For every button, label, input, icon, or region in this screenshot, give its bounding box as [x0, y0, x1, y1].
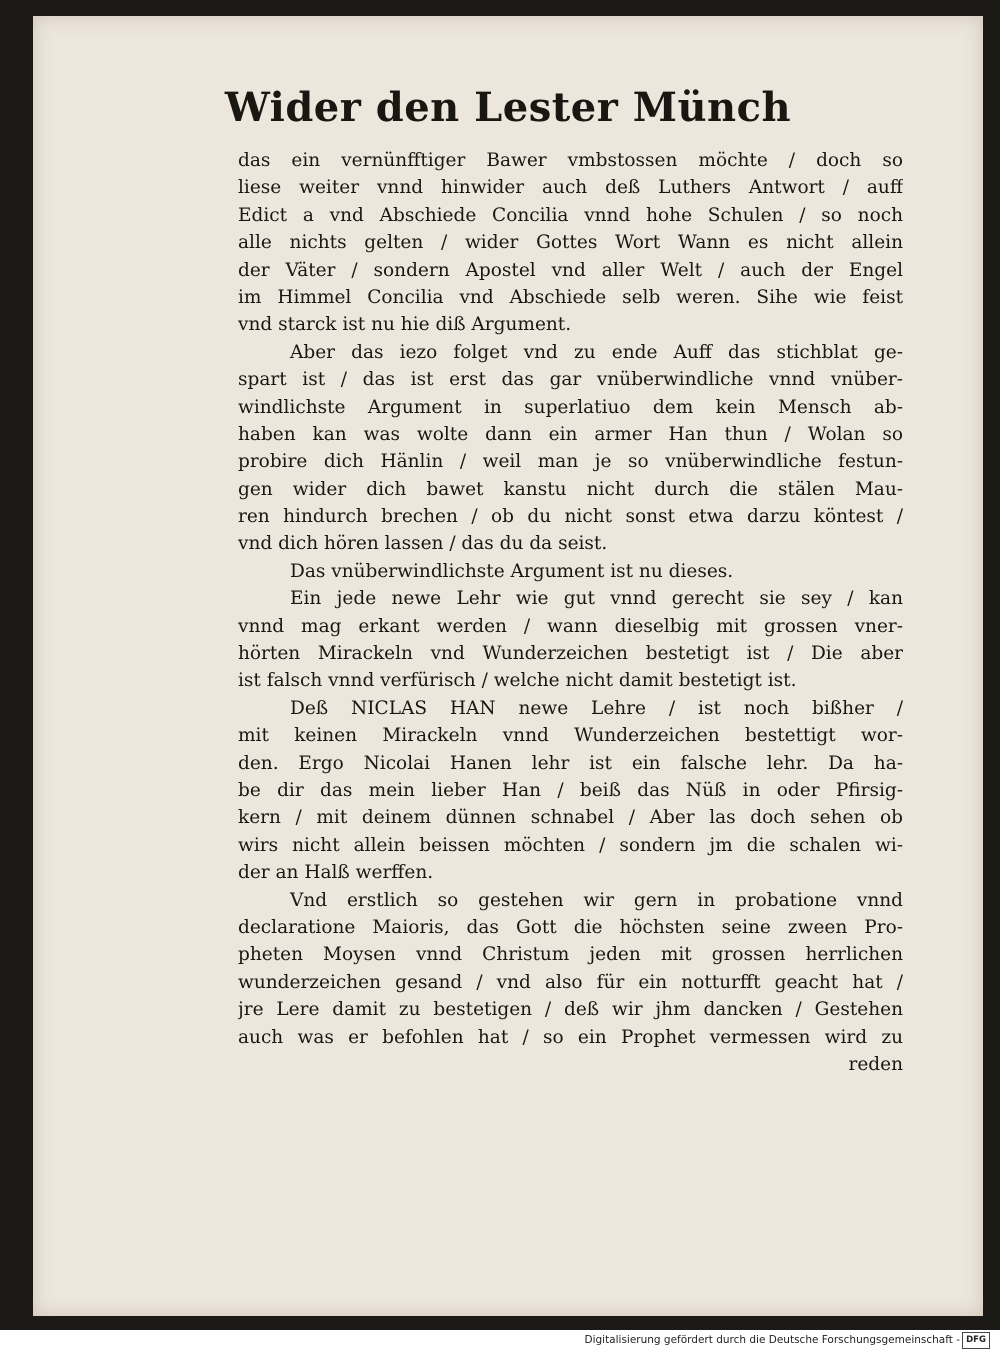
text-line: jre Lere damit zu bestetigen / deß wir jhm dancken / Gestehen: [238, 999, 903, 1021]
text-line: declaratione Maioris, das Gott die höchsten seine zween Pro-: [238, 916, 903, 938]
text-line: spart ist / das ist erst das gar vnüberwindliche vnnd vnüber-: [238, 369, 903, 391]
text-line: Vnd erstlich so gestehen wir gern in probatione vnnd: [290, 889, 903, 911]
text-line: kern / mit deinem dünnen schnabel / Aber las doch sehen ob: [238, 807, 903, 829]
body-text: [238, 147, 903, 1078]
footer-credit: Digitalisierung gefördert durch die Deutsche Forschungsgemeinschaft -: [584, 1334, 960, 1346]
text-line: vnd starck ist nu hie diß Argument.: [238, 314, 572, 336]
text-line: gen wider dich bawet kanstu nicht durch die stälen Mau-: [238, 478, 903, 500]
text-line: vnd dich hören lassen / das du da seist.: [238, 533, 608, 555]
text-line: probire dich Hänlin / weil man je so vnüberwindliche festun-: [238, 451, 903, 473]
text-line: auch was er befohlen hat / so ein Prophet vermessen wird zu: [238, 1026, 903, 1048]
text-line: ren hindurch brechen / ob du nicht sonst etwa darzu köntest /: [238, 506, 903, 528]
text-line: be dir das mein lieber Han / beiß das Nüß in oder Pfirsig-: [238, 779, 903, 801]
text-line: vnnd mag erkant werden / wann dieselbig mit grossen vner-: [238, 615, 903, 637]
text-line: pheten Moysen vnnd Christum jeden mit grossen herrlichen: [238, 944, 903, 966]
footer-bar: [0, 1330, 1000, 1350]
text-line: der an Halß werffen.: [238, 862, 434, 884]
text-line: den. Ergo Nicolai Hanen lehr ist ein falsche lehr. Da ha-: [238, 752, 903, 774]
text-line: mit keinen Mirackeln vnnd Wunderzeichen bestettigt wor-: [238, 725, 903, 747]
text-line: im Himmel Concilia vnd Abschiede selb weren. Sihe wie feist: [238, 286, 903, 308]
text-line: alle nichts gelten / wider Gottes Wort Wann es nicht allein: [238, 232, 903, 254]
text-line: der Väter / sondern Apostel vnd aller Welt / auch der Engel: [238, 259, 903, 281]
text-line: haben kan was wolte dann ein armer Han thun / Wolan so: [238, 423, 903, 445]
text-line: Edict a vnd Abschiede Concilia vnnd hohe Schulen / so noch: [238, 204, 903, 226]
text-line: wunderzeichen gesand / vnd also für ein notturfft geacht hat /: [238, 971, 903, 993]
book-page: [33, 16, 983, 1316]
text-line: reden: [848, 1053, 903, 1075]
text-line: Das vnüberwindlichste Argument ist nu dieses.: [290, 560, 734, 582]
text-line: windlichste Argument in superlatiuo dem kein Mensch ab-: [238, 396, 903, 418]
text-line: das ein vernünfftiger Bawer vmbstossen möchte / doch so: [238, 150, 903, 171]
running-head: Wider den Lester Münch: [224, 84, 792, 131]
dfg-logo: DFG: [962, 1332, 990, 1349]
text-line: liese weiter vnnd hinwider auch deß Luthers Antwort / auff: [238, 177, 903, 199]
text-line: Ein jede newe Lehr wie gut vnnd gerecht sie sey / kan: [290, 588, 903, 610]
text-line: ist falsch vnnd verfürisch / welche nicht damit bestetigt ist.: [238, 670, 797, 692]
text-line: hörten Mirackeln vnd Wunderzeichen bestetigt ist / Die aber: [238, 643, 903, 665]
text-line: wirs nicht allein beissen möchten / sondern jm die schalen wi-: [238, 834, 903, 856]
text-line: Aber das iezo folget vnd zu ende Auff das stichblat ge-: [290, 341, 903, 363]
text-line: Deß NICLAS HAN newe Lehre / ist noch bißher /: [290, 697, 903, 719]
